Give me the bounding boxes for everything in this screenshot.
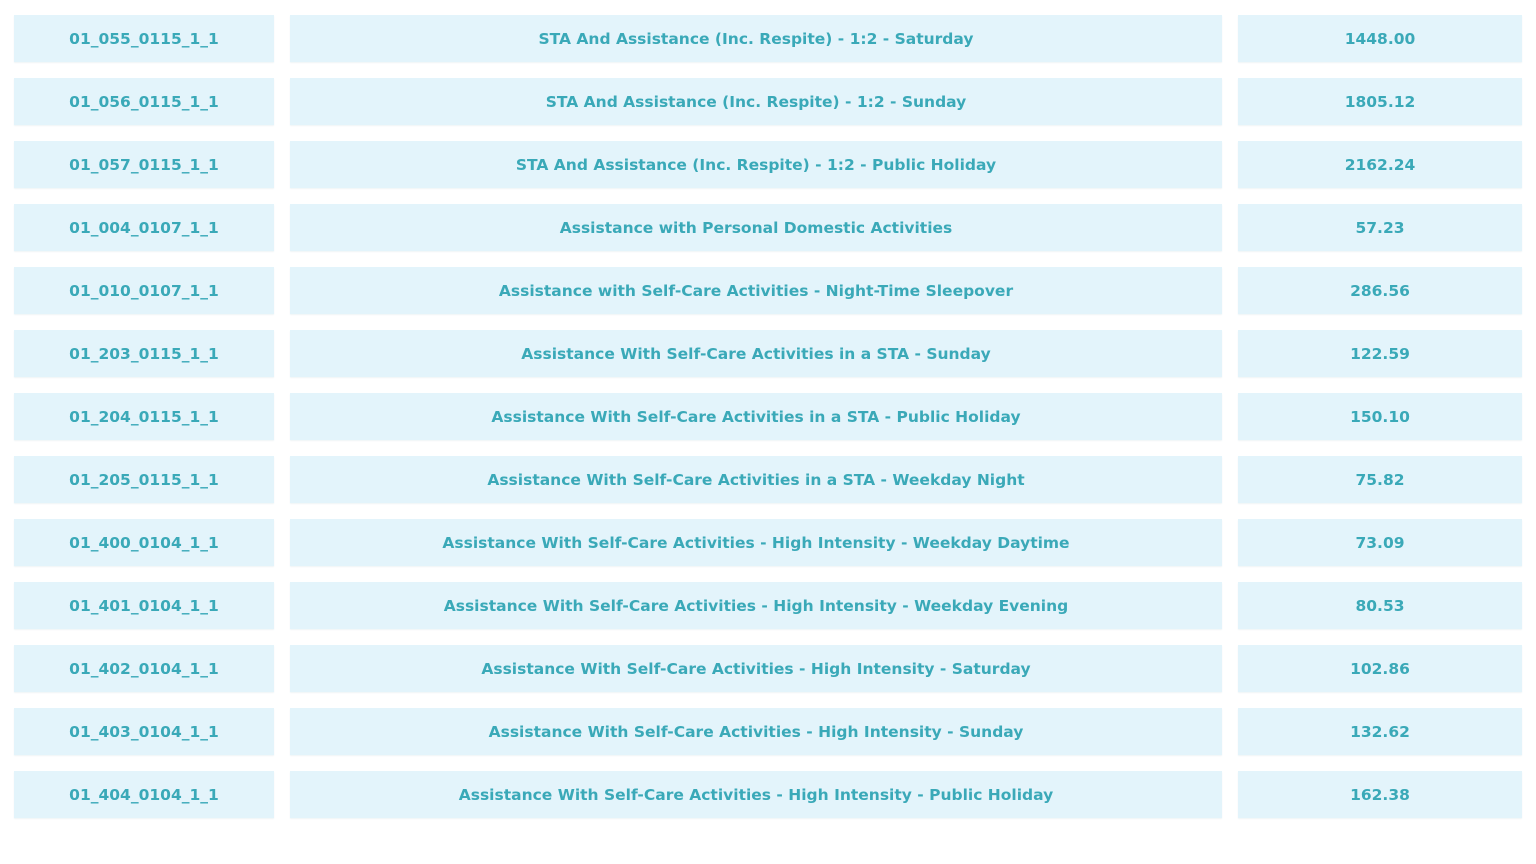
item-code-cell: 01_401_0104_1_1 <box>14 582 274 629</box>
table-row <box>14 267 1522 314</box>
table-row <box>14 708 1522 755</box>
item-description-cell: Assistance With Self-Care Activities - High Intensity - Weekday Evening <box>290 582 1222 629</box>
item-price-cell: 73.09 <box>1238 519 1522 566</box>
item-description-cell: Assistance with Personal Domestic Activities <box>290 204 1222 251</box>
item-description-cell: STA And Assistance (Inc. Respite) - 1:2 - Saturday <box>290 15 1222 62</box>
item-price-cell: 80.53 <box>1238 582 1522 629</box>
item-price-cell: 162.38 <box>1238 771 1522 818</box>
item-description-cell: Assistance With Self-Care Activities in a STA - Public Holiday <box>290 393 1222 440</box>
item-price-cell: 122.59 <box>1238 330 1522 377</box>
item-code-cell: 01_203_0115_1_1 <box>14 330 274 377</box>
table-row <box>14 771 1522 818</box>
item-code-cell: 01_402_0104_1_1 <box>14 645 274 692</box>
table-row <box>14 456 1522 503</box>
item-description-cell: STA And Assistance (Inc. Respite) - 1:2 - Public Holiday <box>290 141 1222 188</box>
table-row <box>14 330 1522 377</box>
item-price-cell: 102.86 <box>1238 645 1522 692</box>
item-description-cell: Assistance With Self-Care Activities - High Intensity - Saturday <box>290 645 1222 692</box>
table-row <box>14 141 1522 188</box>
item-code-cell: 01_205_0115_1_1 <box>14 456 274 503</box>
table-row <box>14 393 1522 440</box>
table-row <box>14 519 1522 566</box>
item-price-cell: 75.82 <box>1238 456 1522 503</box>
item-price-cell: 1805.12 <box>1238 78 1522 125</box>
item-description-cell: Assistance With Self-Care Activities in a STA - Weekday Night <box>290 456 1222 503</box>
item-description-cell: Assistance with Self-Care Activities - Night-Time Sleepover <box>290 267 1222 314</box>
table-row <box>14 582 1522 629</box>
item-code-cell: 01_010_0107_1_1 <box>14 267 274 314</box>
table-row <box>14 78 1522 125</box>
item-description-cell: Assistance With Self-Care Activities in a STA - Sunday <box>290 330 1222 377</box>
table-row <box>14 204 1522 251</box>
table-row <box>14 15 1522 62</box>
item-description-cell: Assistance With Self-Care Activities - High Intensity - Public Holiday <box>290 771 1222 818</box>
item-description-cell: STA And Assistance (Inc. Respite) - 1:2 - Sunday <box>290 78 1222 125</box>
table-row <box>14 645 1522 692</box>
item-code-cell: 01_055_0115_1_1 <box>14 15 274 62</box>
item-price-cell: 1448.00 <box>1238 15 1522 62</box>
item-code-cell: 01_403_0104_1_1 <box>14 708 274 755</box>
item-price-cell: 150.10 <box>1238 393 1522 440</box>
item-code-cell: 01_204_0115_1_1 <box>14 393 274 440</box>
item-price-cell: 57.23 <box>1238 204 1522 251</box>
item-description-cell: Assistance With Self-Care Activities - High Intensity - Weekday Daytime <box>290 519 1222 566</box>
item-code-cell: 01_057_0115_1_1 <box>14 141 274 188</box>
item-code-cell: 01_400_0104_1_1 <box>14 519 274 566</box>
item-code-cell: 01_056_0115_1_1 <box>14 78 274 125</box>
item-description-cell: Assistance With Self-Care Activities - High Intensity - Sunday <box>290 708 1222 755</box>
item-code-cell: 01_004_0107_1_1 <box>14 204 274 251</box>
item-price-cell: 286.56 <box>1238 267 1522 314</box>
item-price-cell: 132.62 <box>1238 708 1522 755</box>
item-price-cell: 2162.24 <box>1238 141 1522 188</box>
item-code-cell: 01_404_0104_1_1 <box>14 771 274 818</box>
price-table <box>14 15 1522 834</box>
